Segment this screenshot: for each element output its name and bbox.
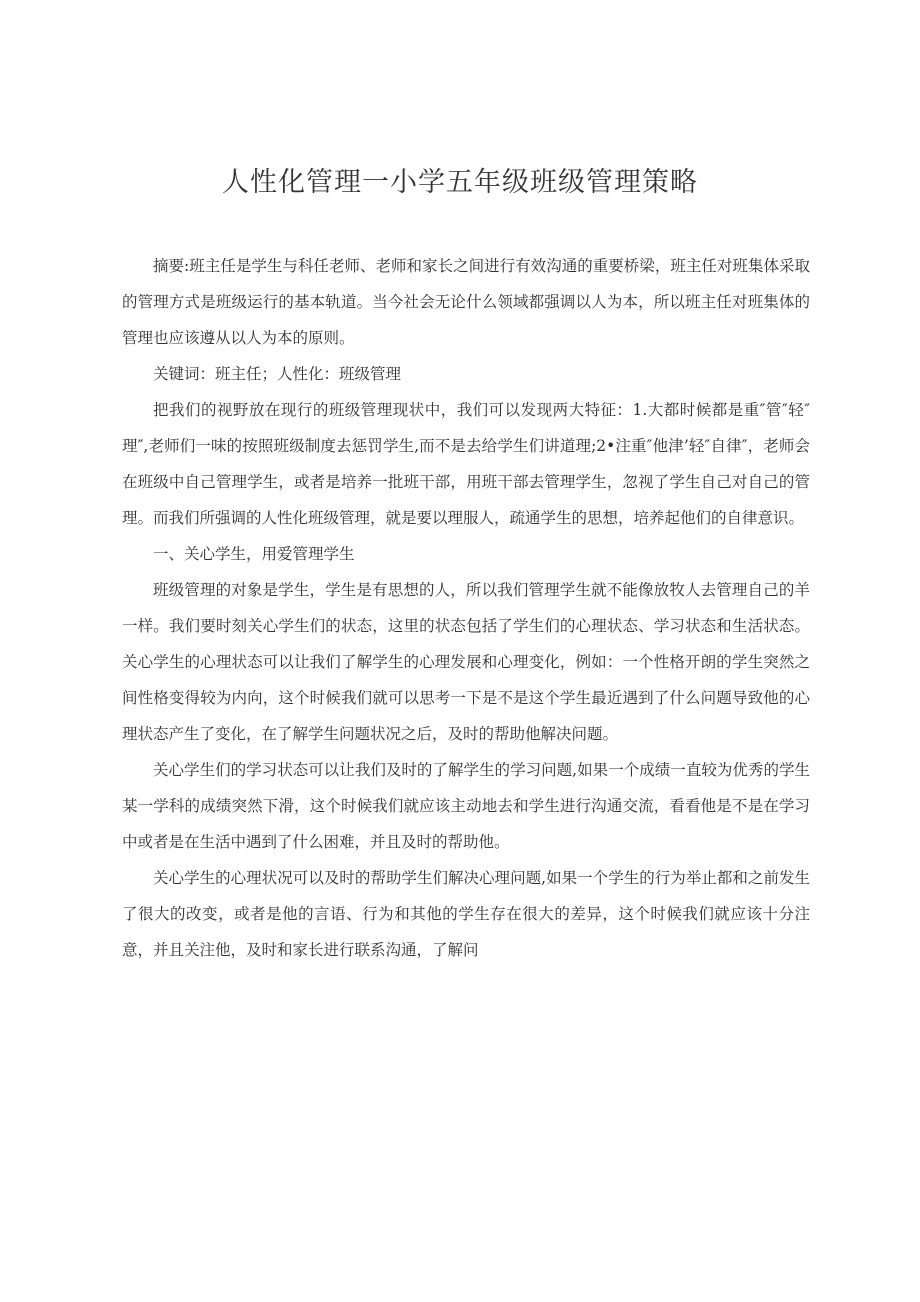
body-paragraph: 班级管理的对象是学生，学生是有思想的人，所以我们管理学生就不能像放牧人去管理自己的羊一样。我们要时刻关心学生们的状态，这里的状态包括了学生们的心理状态、学习状态和生活状态。关心学生的心理状态可以让我们了解学生的心理发展和心理变化，例如：一个性格开朗的学生突然之间性格变得较为内向，这个时候我们就可以思考一下是不是这个学生最近遇到了什么问题导致他的心理状态产生了变化，在了解学生问题状况之后，及时的帮助他解决问题。 <box>122 581 810 743</box>
body-paragraph: 关心学生的心理状况可以及时的帮助学生们解决心理问题,如果一个学生的行为举止都和之前发生了很大的改变，或者是他的言语、行为和其他的学生存在很大的差异，这个时候我们就应该十分注意，并且关注他，及时和家长进行联系沟通，了解问 <box>122 869 810 959</box>
abstract-text: 班主任是学生与科任老师、老师和家长之间进行有效沟通的重要桥梁，班主任对班集体采取的管理方式是班级运行的基本轨道。当今社会无论什么领域都强调以人为本，所以班主任对班集体的管理也应该遵从以人为本的原则。 <box>122 257 810 347</box>
body-paragraph: 关心学生们的学习状态可以让我们及时的了解学生的学习问题,如果一个成绩一直较为优秀的学生某一学科的成绩突然下滑，这个时候我们就应该主动地去和学生进行沟通交流，看看他是不是在学习中或者是在生活中遇到了什么困难，并且及时的帮助他。 <box>122 761 810 851</box>
document-title: 人性化管理一小学五年级班级管理策略 <box>222 167 698 198</box>
abstract-label: 摘要: <box>153 257 190 275</box>
document-body <box>122 248 810 968</box>
section-heading: 一、关心学生，用爱管理学生 <box>153 545 355 563</box>
body-paragraph: 把我们的视野放在现行的班级管理现状中，我们可以发现两大特征：1.大都时候都是重″管″轻″理″,老师们一味的按照班级制度去惩罚学生,而不是去给学生们讲道理;2•注重″他津’轻″自律″，老师会在班级中自己管理学生，或者是培养一批班干部，用班干部去管理学生，忽视了学生自己对自己的管理。而我们所强调的人性化班级管理，就是要以理服人，疏通学生的思想，培养起他们的自律意识。 <box>122 401 810 527</box>
abstract-paragraph <box>122 248 810 356</box>
keywords-paragraph: 关键词：班主任；人性化：班级管理 <box>153 365 402 383</box>
